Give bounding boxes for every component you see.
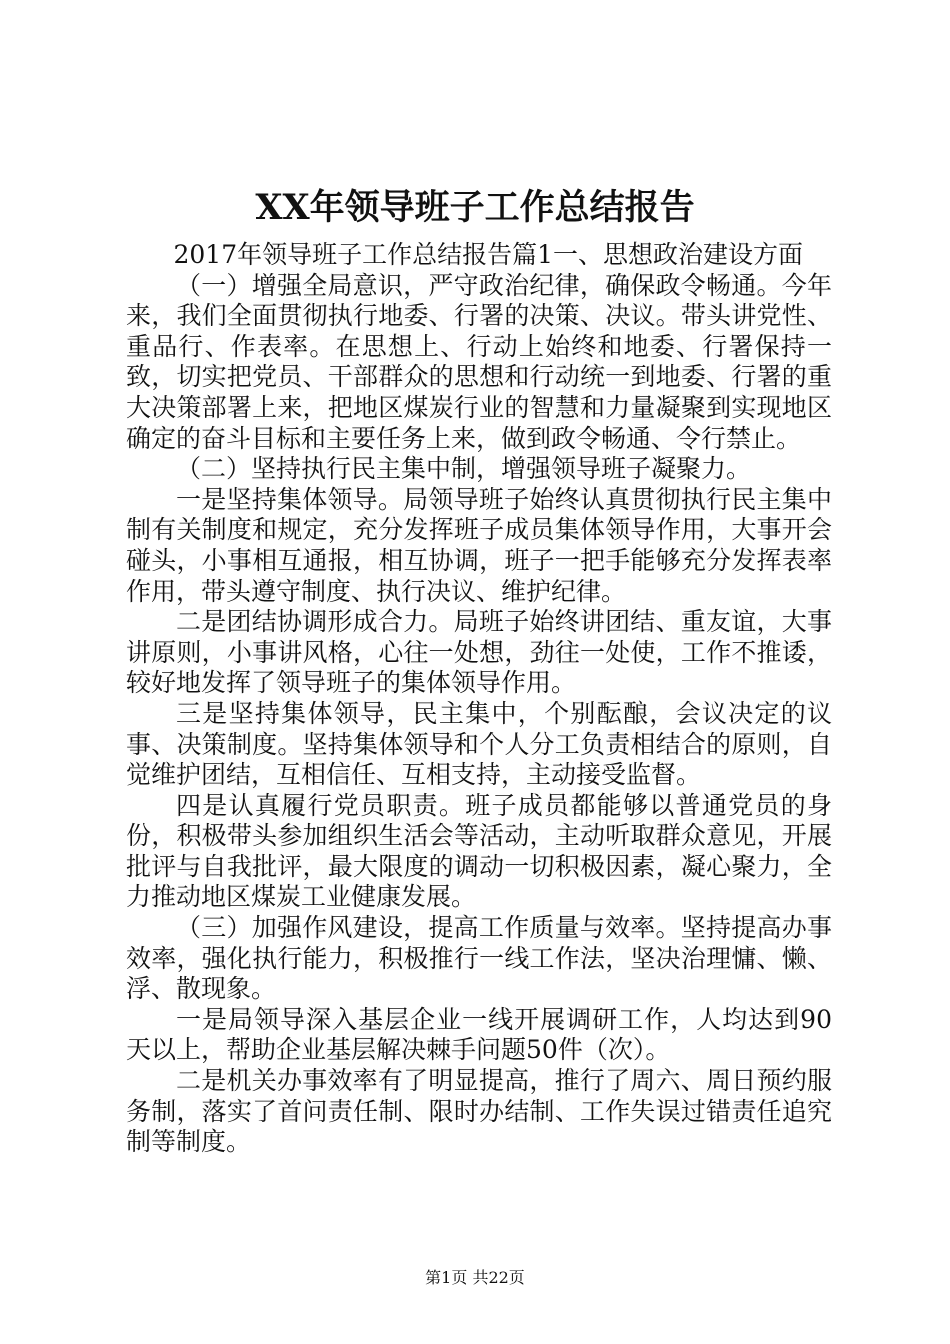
document-body	[126, 240, 832, 1158]
paragraph: （一）增强全局意识，严守政治纪律，确保政令畅通。今年来，我们全面贯彻执行地委、行署的决策、决议。带头讲党性、重品行、作表率。在思想上、行动上始终和地委、行署保持一致，切实把党员、干部群众的思想和行动统一到地委、行署的重大决策部署上来，把地区煤炭行业的智慧和力量凝聚到实现地区确定的奋斗目标和主要任务上来，做到政令畅通、令行禁止。	[126, 270, 832, 453]
paragraph: 一是坚持集体领导。局领导班子始终认真贯彻执行民主集中制有关制度和规定，充分发挥班子成员集体领导作用，大事开会碰头，小事相互通报，相互协调，班子一把手能够充分发挥表率作用，带头遵守制度、执行决议、维护纪律。	[126, 484, 832, 606]
page-footer: 第1页 共22页	[425, 1268, 525, 1287]
paragraph: （二）坚持执行民主集中制，增强领导班子凝聚力。	[176, 454, 752, 484]
document-title: XX年领导班子工作总结报告	[255, 187, 695, 228]
paragraph: 二是机关办事效率有了明显提高，推行了周六、周日预约服务制，落实了首问责任制、限时办结制、工作失误过错责任追究制等制度。	[126, 1066, 832, 1157]
paragraph: 一是局领导深入基层企业一线开展调研工作，人均达到90天以上，帮助企业基层解决棘手问题50件（次）。	[126, 1004, 832, 1065]
paragraph: 三是坚持集体领导，民主集中，个别酝酿，会议决定的议事、决策制度。坚持集体领导和个人分工负责相结合的原则，自觉维护团结，互相信任、互相支持，主动接受监督。	[126, 698, 832, 790]
paragraph: 二是团结协调形成合力。局班子始终讲团结、重友谊，大事讲原则，小事讲风格，心往一处想，劲往一处使，工作不推诿，较好地发挥了领导班子的集体领导作用。	[126, 607, 832, 698]
paragraph: 2017年领导班子工作总结报告篇1一、思想政治建设方面	[173, 240, 804, 269]
paragraph: 四是认真履行党员职责。班子成员都能够以普通党员的身份，积极带头参加组织生活会等活动，主动听取群众意见，开展批评与自我批评，最大限度的调动一切积极因素，凝心聚力，全力推动地区煤炭工业健康发展。	[126, 790, 832, 912]
paragraph: （三）加强作风建设，提高工作质量与效率。坚持提高办事效率，强化执行能力，积极推行一线工作法，坚决治理慵、懒、浮、散现象。	[126, 913, 832, 1004]
